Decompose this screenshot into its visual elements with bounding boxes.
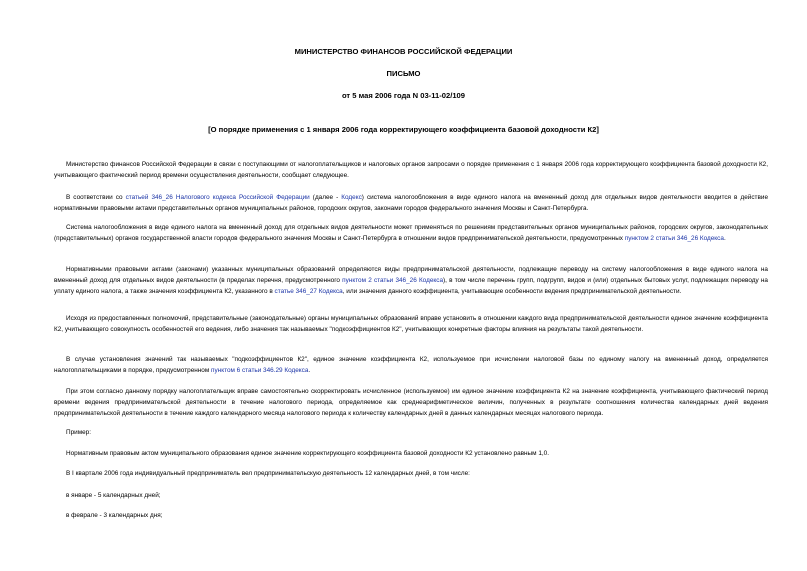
paragraph-9: Нормативным правовым актом муниципального образования единое значение корректирующего коэффициента базовой доходности К2 установлено равным 1,0. [66, 450, 549, 457]
paragraph-2-text-b: (далее - [309, 194, 342, 201]
paragraph-10: В I квартале 2006 года индивидуальный предприниматель вел предпринимательскую деятельность 12 календарных дней, в том числе: [66, 470, 470, 477]
paragraph-4 [54, 265, 768, 297]
paragraph-2 [54, 193, 768, 215]
link-article-346-26-tax-code[interactable]: статьей 346_26 Налогового кодекса Российской Федерации [125, 194, 310, 201]
paragraph-7: При этом согласно данному порядку налогоплательщик вправе самостоятельно скорректировать исчисленное (используемое) им единое значение коэффициента К2 на значение коэффициента, учитывающего фактический период времени ведения предпринимательской деятельности в течение налогового периода, определяемое как среднеарифметическое величин, полученных в результате соотношения количества календарных дней ведения предпринимательской деятельности в течение каждого календарного месяца налогового периода к количеству календарных дней в данных календарных месяцах налогового периода. [54, 388, 768, 417]
link-article-346-27[interactable]: статье 346_27 Кодекса [274, 287, 343, 295]
paragraph-6-text-a: В случае установления значений так называемых "подкоэффициентов К2", единое значение коэффициента К2, используемое при исчислении налоговой базы по единому налогу на вмененный доход, определяется налогоплательщиками в порядке, предусмотренном [54, 356, 768, 374]
document-subject: [О порядке применения с 1 января 2006 года корректирующего коэффициента базовой доходности К2] [208, 125, 599, 134]
paragraph-6-text-b: . [308, 366, 311, 374]
paragraph-example-label: Пример: [66, 429, 91, 436]
paragraph-2-text-a: В соответствии со [66, 194, 126, 201]
paragraph-2-text-c: ) система налогообложения в виде единого налога на вмененный доход для отдельных видов деятельности вводится в действие нормативными правовыми актами представительных органов муниципальных районов, городских округов, законами городов федерального значения Москвы и Санкт-Петербурга. [54, 194, 768, 212]
link-code[interactable]: Кодекс [341, 194, 362, 201]
link-point-2-article-346-26-b[interactable]: пунктом 2 статьи 346_26 Кодекса [342, 276, 443, 284]
paragraph-4-text-b: ), в том числе перечень групп, подгрупп, видов и (или) отдельных бытовых услуг, подлежащих переводу на уплату единого налога, а также значения коэффициента К2, указанного в [54, 276, 768, 295]
paragraph-january: в январе - 5 календарных дней; [66, 492, 161, 499]
document-date-number: от 5 мая 2006 года N 03-11-02/109 [341, 91, 465, 100]
ministry-heading: МИНИСТЕРСТВО ФИНАНСОВ РОССИЙСКОЙ ФЕДЕРАЦИИ [294, 47, 513, 56]
paragraph-february: в феврале - 3 календарных дня; [66, 512, 163, 519]
link-point-6-article-346-29[interactable]: пунктом 6 статьи 346.29 Кодекса [211, 366, 309, 374]
paragraph-4-text-a: Нормативными правовыми актами (законами) указанных муниципальных образований определяются виды предпринимательской деятельности, подлежащие переводу на систему налогообложения в виде единого налога на вмененный доход для отдельных видов деятельности (в пределах перечня, предусмотренного [54, 266, 768, 284]
paragraph-3 [54, 223, 768, 245]
paragraph-4-text-c: , или значения данного коэффициента, учитывающие особенности ведения предпринимательской деятельности. [342, 287, 682, 295]
paragraph-5: Исходя из предоставленных полномочий, представительные (законодательные) органы муниципальных образований вправе установить в отношении каждого вида предпринимательской деятельности единое значение коэффициента К2, учитывающего совокупность особенностей его ведения, либо значения так называемых "подкоэффициентов К2", учитывающих конкретные факторы влияния на результаты такой деятельности. [54, 315, 768, 333]
paragraph-3-text-b: . [723, 234, 726, 242]
paragraph-3-text-a: Система налогообложения в виде единого налога на вмененный доход для отдельных видов деятельности может применяться по решениям представительных органов муниципальных районов, городских округов, законодательных (представительных) органов государственной власти городов федерального значения Москвы и Санкт-Петербурга в отношении видов предпринимательской деятельности, предусмотренных [54, 224, 768, 242]
paragraph-6 [54, 355, 768, 377]
document-type-heading: ПИСЬМО [386, 69, 421, 78]
paragraph-1: Министерство финансов Российской Федерации в связи с поступающими от налогоплательщиков и налоговых органов запросами о порядке применения с 1 января 2006 года корректирующего коэффициента базовой доходности К2, учитывающего фактический период времени осуществления деятельности, сообщает следующее. [54, 161, 768, 179]
link-point-2-article-346-26[interactable]: пунктом 2 статьи 346_26 Кодекса [624, 234, 724, 242]
